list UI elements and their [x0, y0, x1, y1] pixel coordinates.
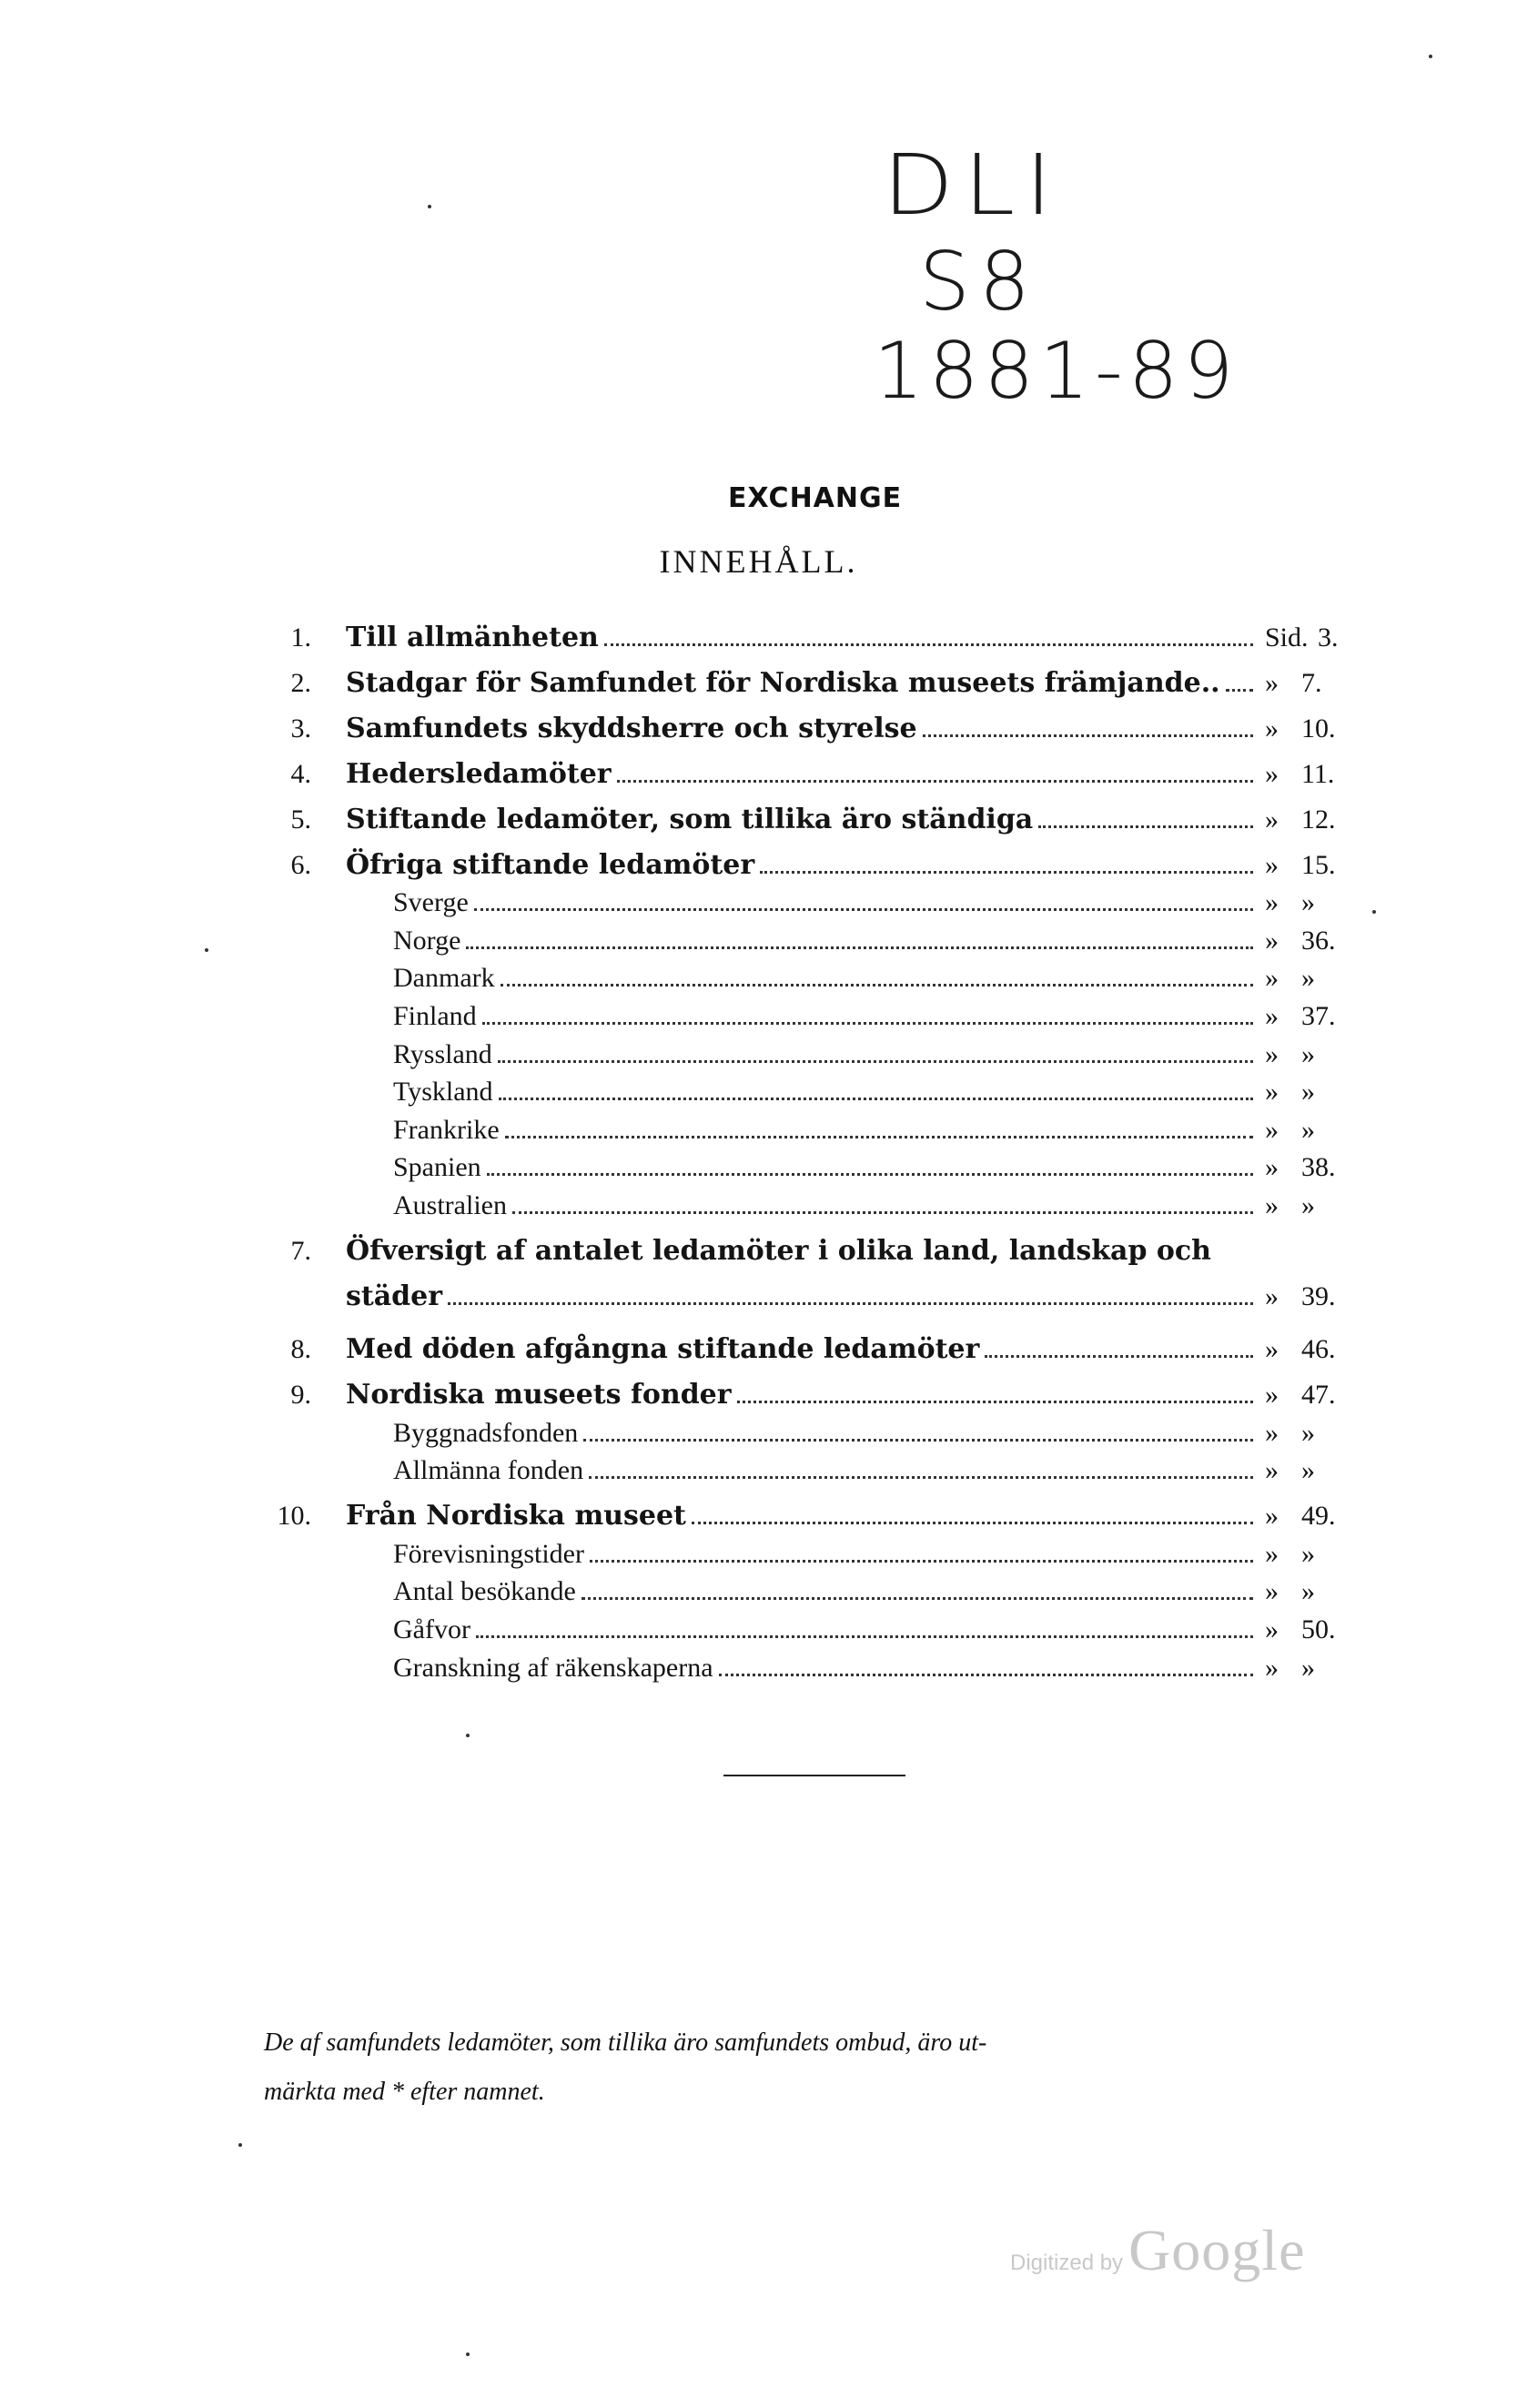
google-logo: Google [1128, 2218, 1306, 2282]
toc-page-prefix: » [1265, 667, 1279, 698]
dot-leader [474, 907, 1253, 911]
toc-entry [0, 710, 1517, 748]
toc-title: Stadgar för Samfundet för Nordiska museets främjande.. [346, 666, 1220, 699]
toc-subentry [0, 1535, 1517, 1573]
toc-page-ref [1265, 1073, 1392, 1111]
speck [238, 2143, 242, 2147]
toc-title: Till allmänheten [346, 622, 599, 653]
toc-title-leader [393, 1111, 1253, 1149]
toc-page-prefix: » [1265, 887, 1279, 918]
toc-number: 6. [290, 849, 311, 880]
toc-page-prefix: » [1265, 1501, 1279, 1532]
toc-page-number: » [1301, 1576, 1315, 1607]
toc-entry [0, 1232, 1517, 1270]
dot-leader [760, 870, 1253, 874]
shelfmark-line-2: S8 [919, 235, 1039, 329]
toc-subentry [0, 1611, 1517, 1649]
toc-subentry [0, 922, 1517, 960]
toc-page-ref [1265, 959, 1392, 997]
dot-leader [617, 779, 1253, 783]
toc-title: städer [346, 1280, 443, 1312]
toc-page-ref [1265, 1187, 1392, 1225]
toc-subentry [0, 1452, 1517, 1490]
toc-page-prefix: » [1265, 1417, 1279, 1448]
toc-page-ref [1265, 664, 1392, 703]
toc-title-leader [393, 1611, 1253, 1649]
toc-title-leader [346, 1497, 1253, 1535]
toc-page-number: 10. [1301, 713, 1336, 744]
toc-page-ref [1265, 1497, 1392, 1535]
toc-title-leader [393, 884, 1253, 922]
toc-page-prefix: » [1265, 1114, 1279, 1145]
toc-page-number: » [1301, 1077, 1315, 1108]
toc-page-number: 49. [1301, 1501, 1336, 1532]
toc-entry [0, 801, 1517, 839]
toc-subentry [0, 1036, 1517, 1074]
toc-entry [0, 755, 1517, 794]
toc-page-prefix: » [1265, 849, 1279, 880]
toc-number: 1. [290, 622, 311, 653]
shelfmark-line-1: DLI [883, 137, 1063, 234]
toc-title: Gåfvor [393, 1614, 470, 1644]
toc-page-ref [1265, 1611, 1392, 1649]
toc-page-number: 50. [1301, 1614, 1336, 1644]
speck [466, 2352, 470, 2356]
toc-number: 8. [290, 1334, 311, 1365]
dot-leader [476, 1634, 1253, 1638]
dot-leader [501, 983, 1253, 986]
toc-page-number: 36. [1301, 925, 1336, 956]
toc-title-leader [393, 1073, 1253, 1111]
toc-entry [0, 1376, 1517, 1414]
dot-leader [719, 1673, 1253, 1676]
toc-page-ref [1265, 1573, 1392, 1611]
toc-number: 3. [290, 713, 311, 744]
toc-page-number: 37. [1301, 1001, 1336, 1031]
toc-title: Danmark [393, 963, 495, 994]
toc-page-prefix: » [1265, 1038, 1279, 1069]
dot-leader [482, 1021, 1253, 1025]
toc-page-number: » [1301, 1114, 1315, 1145]
toc-title-leader [393, 959, 1253, 997]
speck [428, 205, 431, 208]
toc-title: Sverge [393, 887, 469, 918]
toc-page-ref [1265, 884, 1392, 922]
toc-page-ref [1265, 1036, 1392, 1074]
dot-leader [505, 1135, 1253, 1138]
toc-title-leader [346, 801, 1253, 839]
toc-page-ref [1265, 619, 1392, 657]
toc-page-ref [1265, 710, 1392, 748]
toc-page-prefix: » [1265, 1538, 1279, 1569]
toc-subentry [0, 1649, 1517, 1687]
toc-page-ref [1265, 846, 1392, 885]
toc-page-number: 12. [1301, 804, 1336, 835]
toc-title-leader [393, 1036, 1253, 1074]
toc-page-prefix: » [1265, 758, 1279, 789]
toc-page-prefix: » [1265, 1077, 1279, 1108]
toc-page-number: » [1301, 1652, 1315, 1683]
dot-leader [923, 734, 1253, 737]
toc-page-number: » [1301, 1538, 1315, 1569]
dot-leader [692, 1521, 1253, 1524]
dot-leader [985, 1354, 1253, 1358]
toc-title: Byggnadsfonden [393, 1417, 579, 1448]
toc-page-ref [1265, 1452, 1392, 1490]
toc-page-ref [1265, 1278, 1392, 1316]
toc-subentry [0, 959, 1517, 997]
toc-title-leader [346, 1278, 1253, 1316]
toc-page-number: 47. [1301, 1380, 1336, 1410]
toc-title: Med döden afgångna stiftande ledamöter [346, 1333, 980, 1366]
toc-page-ref [1265, 1330, 1392, 1369]
toc-title-leader [393, 1187, 1253, 1225]
toc-title: Allmänna fonden [393, 1455, 584, 1486]
toc-subentry [0, 1573, 1517, 1611]
toc-page-number: » [1301, 1190, 1315, 1220]
toc-title-leader [346, 1330, 1253, 1369]
dot-leader [1038, 825, 1253, 828]
toc-title: Frankrike [393, 1114, 500, 1145]
toc-title: Hedersledamöter [346, 757, 612, 790]
footnote [264, 2018, 1356, 2117]
dot-leader [737, 1400, 1253, 1403]
toc-title-leader [393, 1649, 1253, 1687]
toc-subentry [0, 1148, 1517, 1187]
toc-title: Samfundets skyddsherre och styrelse [346, 712, 917, 744]
toc-title-line: Öfversigt af antalet ledamöter i olika land, landskap och [346, 1234, 1211, 1267]
toc-title-leader [346, 846, 1253, 885]
speck [1429, 55, 1432, 58]
toc-page-number: » [1301, 1455, 1315, 1486]
speck [466, 1734, 470, 1737]
toc-entry [0, 1330, 1517, 1369]
toc-page-ref [1265, 1376, 1392, 1414]
toc-page-number: 46. [1301, 1334, 1336, 1365]
dot-leader [582, 1596, 1253, 1600]
speck [205, 948, 208, 952]
toc-page-number: » [1301, 1038, 1315, 1069]
dot-leader [448, 1301, 1253, 1305]
toc-title-leader [393, 1148, 1253, 1187]
toc-title: Ryssland [393, 1038, 492, 1069]
toc-subentry [0, 1187, 1517, 1225]
toc-title: Spanien [393, 1152, 481, 1183]
toc-page-prefix: » [1265, 1576, 1279, 1607]
toc-title: Stiftande ledamöter, som tillika äro ständiga [346, 803, 1034, 835]
toc-title-leader [393, 922, 1253, 960]
toc-page-number: » [1301, 963, 1315, 994]
toc-title-leader [393, 1452, 1253, 1490]
divider-rule [723, 1775, 905, 1776]
toc-number: 5. [290, 804, 311, 835]
toc-entry [0, 1497, 1517, 1535]
toc-page-prefix: » [1265, 1152, 1279, 1183]
toc-number: 2. [290, 667, 311, 698]
toc-page-number: » [1301, 887, 1315, 918]
toc-subentry [0, 884, 1517, 922]
toc-page-prefix: » [1265, 804, 1279, 835]
toc-page-number: 39. [1301, 1280, 1336, 1311]
toc-page-prefix: » [1265, 925, 1279, 956]
toc-title-leader [346, 1376, 1253, 1414]
toc-page-number: » [1301, 1417, 1315, 1448]
toc-page-prefix: » [1265, 1001, 1279, 1031]
toc-page-prefix: » [1265, 1652, 1279, 1683]
toc-title: Från Nordiska museet [346, 1500, 686, 1533]
dot-leader [487, 1172, 1253, 1176]
toc-page-ref [1265, 755, 1392, 794]
toc-page-ref [1265, 1111, 1392, 1149]
toc-page-number: 3. [1318, 622, 1339, 653]
toc-subentry [0, 1073, 1517, 1111]
toc-title: Granskning af räkenskaperna [393, 1652, 713, 1683]
toc-title: Förevisningstider [393, 1538, 584, 1569]
dot-leader [498, 1059, 1253, 1063]
dot-leader [590, 1559, 1253, 1563]
exchange-stamp: EXCHANGE [728, 482, 903, 514]
toc-page-prefix: » [1265, 1280, 1279, 1311]
toc-title-leader [346, 664, 1253, 703]
toc-page-prefix: » [1265, 713, 1279, 744]
dot-leader [583, 1438, 1253, 1442]
toc-page-ref [1265, 1414, 1392, 1452]
toc-page-number: 11. [1301, 758, 1335, 789]
toc-title: Finland [393, 1001, 477, 1031]
digitized-prefix: Digitized by [1010, 2251, 1124, 2275]
toc-title: Öfriga stiftande ledamöter [346, 848, 755, 881]
toc-number: 7. [290, 1235, 311, 1266]
toc-page-prefix: Sid. [1265, 622, 1309, 653]
toc-page-ref [1265, 997, 1392, 1036]
digitized-watermark [1010, 2217, 1305, 2284]
toc-number: 9. [290, 1380, 311, 1410]
toc-title-leader [393, 997, 1253, 1036]
toc-title-leader [393, 1535, 1253, 1573]
toc-page-ref [1265, 801, 1392, 839]
toc-page-ref [1265, 922, 1392, 960]
toc-page-prefix: » [1265, 1190, 1279, 1220]
dot-leader [604, 642, 1253, 646]
toc-page-prefix: » [1265, 963, 1279, 994]
dot-leader [512, 1210, 1253, 1214]
toc-page-ref [1265, 1649, 1392, 1687]
toc-title-leader [346, 710, 1253, 748]
toc-title: Antal besökande [393, 1576, 576, 1607]
toc-page-number: 38. [1301, 1152, 1336, 1183]
toc-page-ref [1265, 1148, 1392, 1187]
toc-title: Nordiska museets fonder [346, 1379, 732, 1411]
toc-title-leader [346, 619, 1253, 657]
toc-subentry [0, 1414, 1517, 1452]
toc-entry [0, 846, 1517, 885]
speck [1372, 910, 1376, 914]
footnote-line-1: De af samfundets ledamöter, som tillika äro samfundets ombud, äro ut- [264, 2029, 987, 2057]
toc-entry [0, 664, 1517, 703]
footnote-line-2: märkta med * efter namnet. [264, 2078, 545, 2106]
page-title: INNEHÅLL. [659, 543, 858, 580]
shelfmark-line-3: 1881-89 [874, 326, 1239, 417]
dot-leader [589, 1475, 1253, 1479]
toc-title: Australien [393, 1190, 507, 1220]
toc-subentry [0, 997, 1517, 1036]
toc-entry [0, 619, 1517, 657]
toc-number: 10. [277, 1501, 311, 1532]
toc-title-leader [393, 1414, 1253, 1452]
toc-subentry [0, 1111, 1517, 1149]
toc-entry [0, 1278, 1517, 1316]
dot-leader [466, 946, 1253, 949]
dot-leader [499, 1097, 1253, 1100]
toc-title: Norge [393, 925, 461, 956]
toc-page-prefix: » [1265, 1380, 1279, 1410]
toc-page-prefix: » [1265, 1614, 1279, 1644]
toc-title-leader [393, 1573, 1253, 1611]
toc-page-prefix: » [1265, 1334, 1279, 1365]
toc-page-number: 7. [1301, 667, 1322, 698]
toc-page-number: 15. [1301, 849, 1336, 880]
toc-title-leader [346, 755, 1253, 794]
toc-page-ref [1265, 1535, 1392, 1573]
dot-leader [1226, 688, 1253, 692]
toc-page-prefix: » [1265, 1455, 1279, 1486]
toc-number: 4. [290, 758, 311, 789]
toc-title: Tyskland [393, 1077, 493, 1108]
